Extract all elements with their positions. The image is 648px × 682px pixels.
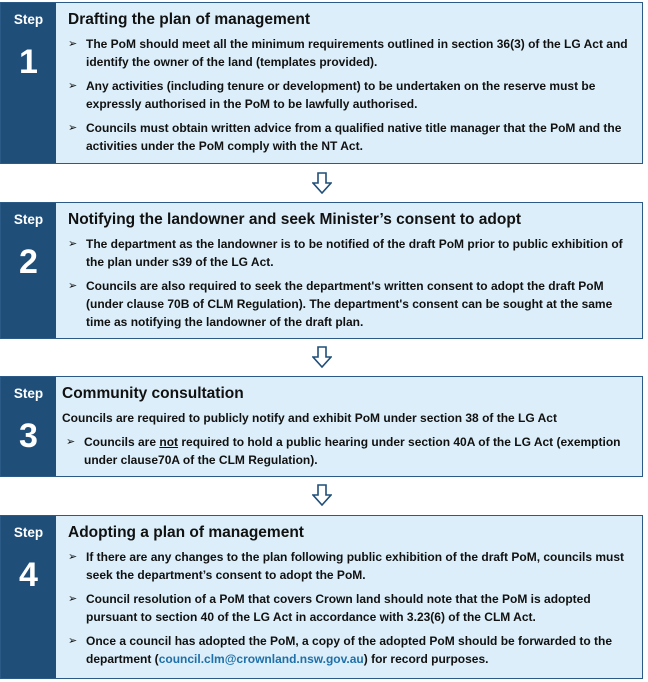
list-item: ➢ Councils are not required to hold a public hearing under section 40A of the LG Act (exemption under clause70A of the CLM Regulation). <box>66 435 621 467</box>
step-label: Step <box>13 212 44 227</box>
arrowhead-bullet-icon: ➢ <box>68 635 78 647</box>
down-arrow-icon <box>312 484 332 506</box>
step-label: Step <box>13 525 44 540</box>
arrowhead-bullet-icon: ➢ <box>68 280 78 292</box>
step-3-title: Community consultation <box>62 385 244 402</box>
list-item: ➢ The PoM should meet all the minimum requirements outlined in section 36(3) of the LG Act and identify the owner of the land (templates provided). <box>68 37 628 69</box>
step-1-box <box>0 2 643 164</box>
step-4-badge <box>1 516 56 678</box>
emphasis-not: not <box>159 435 179 449</box>
down-arrow-icon <box>312 172 332 194</box>
step-4-box <box>0 515 643 679</box>
step-2-title: Notifying the landowner and seek Minister’s consent to adopt <box>68 211 521 228</box>
arrowhead-bullet-icon: ➢ <box>68 122 78 134</box>
list-item: ➢ If there are any changes to the plan following public exhibition of the draft PoM, councils must seek the department’s consent to adopt the PoM. <box>68 550 625 582</box>
step-3-box <box>0 376 643 477</box>
email-link[interactable]: council.clm@crownland.nsw.gov.au <box>158 652 364 666</box>
step-1-badge <box>1 3 56 163</box>
arrowhead-bullet-icon: ➢ <box>68 551 78 563</box>
list-item: ➢ Councils are also required to seek the department's written consent to adopt the draft PoM (under clause 70B of CLM Regulation). The department's consent can be sought at the same time as notifying the landowner of the draft plan. <box>68 279 613 329</box>
step-number: 3 <box>19 417 38 455</box>
down-arrow-icon <box>312 346 332 368</box>
list-item: ➢ Council resolution of a PoM that covers Crown land should note that the PoM is adopted pursuant to section 40 of the LG Act in accordance with 3.23(6) of the CLM Act. <box>68 592 591 624</box>
list-item: ➢ Any activities (including tenure or development) to be undertaken on the reserve must be expressly authorised in the PoM to be lawfully authorised. <box>68 79 596 111</box>
list-item: ➢ Councils must obtain written advice from a qualified native title manager that the PoM and the activities under the PoM comply with the NT Act. <box>68 121 622 153</box>
step-number: 2 <box>19 243 38 281</box>
arrowhead-bullet-icon: ➢ <box>68 238 78 250</box>
step-4-title: Adopting a plan of management <box>68 524 304 541</box>
arrowhead-bullet-icon: ➢ <box>68 593 78 605</box>
list-item: ➢ Once a council has adopted the PoM, a copy of the adopted PoM should be forwarded to the department (council.clm@crownland.nsw.gov.au) for record purposes. <box>68 634 613 666</box>
step-2-badge <box>1 203 56 338</box>
step-3-badge <box>1 377 56 476</box>
step-number: 1 <box>19 43 38 81</box>
step-3-intro: Councils are required to publicly notify and exhibit PoM under section 38 of the LG Act <box>62 411 557 425</box>
arrowhead-bullet-icon: ➢ <box>68 38 78 50</box>
arrowhead-bullet-icon: ➢ <box>66 436 76 448</box>
step-1-title: Drafting the plan of management <box>68 11 310 28</box>
list-item: ➢ The department as the landowner is to be notified of the draft PoM prior to public exhibition of the plan under s39 of the LG Act. <box>68 237 623 269</box>
step-label: Step <box>13 386 44 401</box>
step-2-box <box>0 202 643 339</box>
arrowhead-bullet-icon: ➢ <box>68 80 78 92</box>
step-number: 4 <box>19 556 38 594</box>
step-label: Step <box>13 12 44 27</box>
